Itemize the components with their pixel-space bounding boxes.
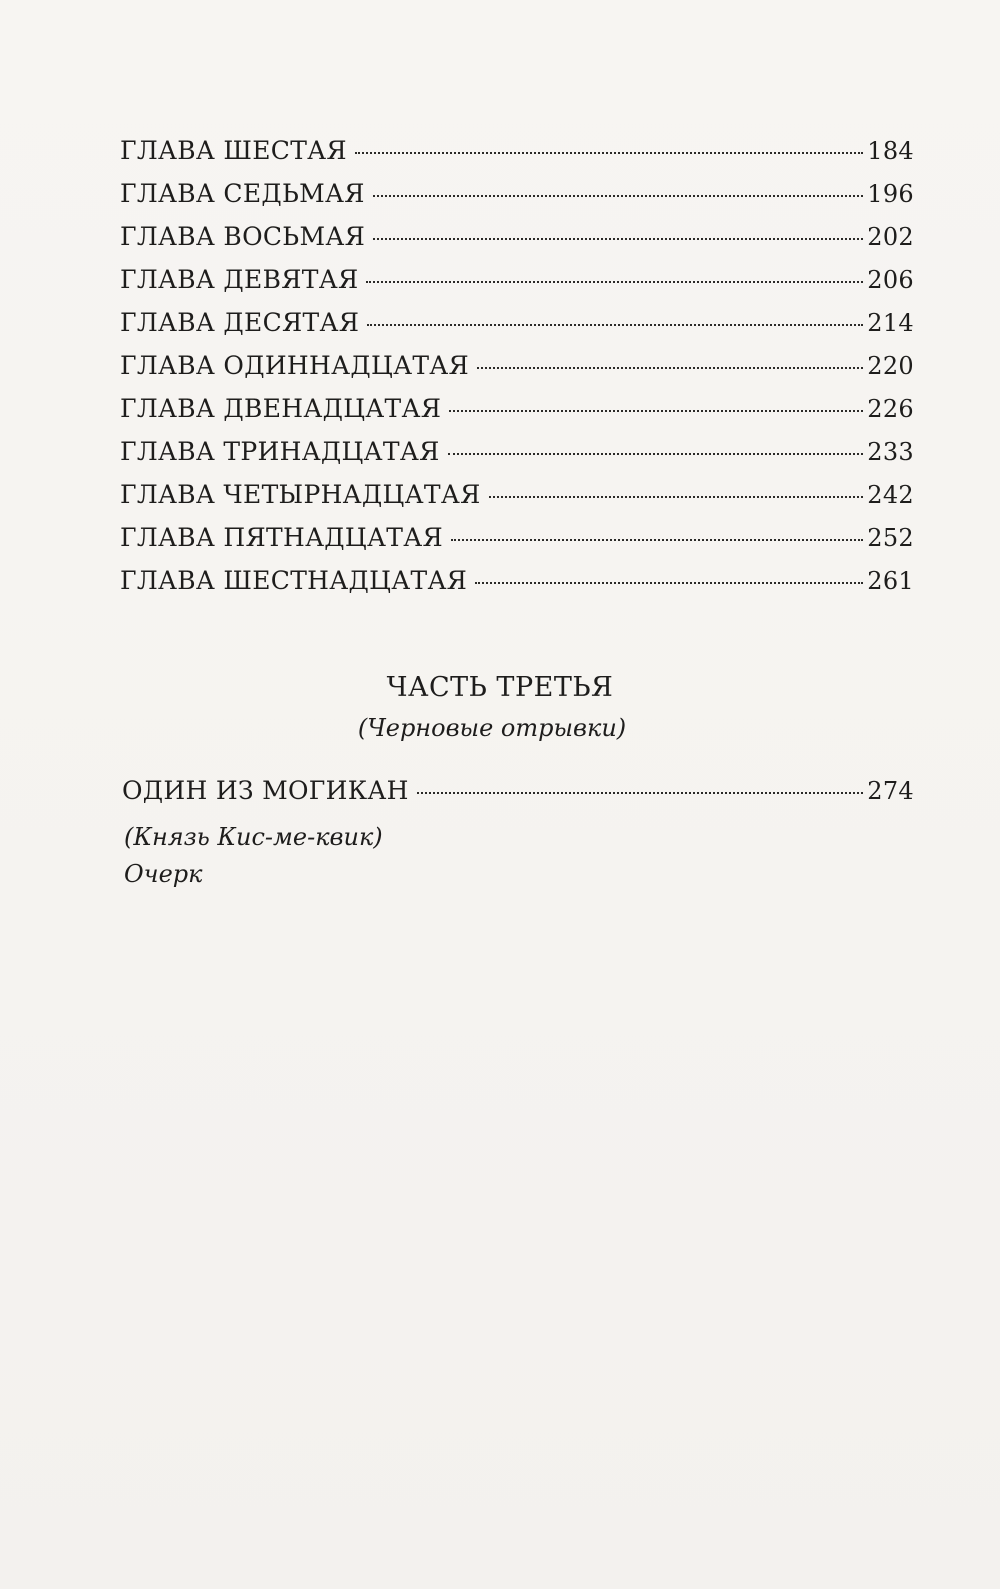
page-number: 233 (867, 438, 914, 466)
essay-genre: Очерк (124, 860, 203, 888)
chapter-title: ГЛАВА ДЕВЯТАЯ (120, 265, 359, 294)
toc-entry (120, 308, 914, 351)
chapter-title: ГЛАВА ПЯТНАДЦАТАЯ (120, 523, 443, 552)
page-number: 220 (867, 352, 914, 380)
chapter-title: ГЛАВА ДЕСЯТАЯ (120, 308, 360, 337)
essay-subtitle: (Князь Кис-ме-квик) (124, 823, 383, 851)
toc-entry (120, 351, 914, 394)
chapter-title: ГЛАВА ТРИНАДЦАТАЯ (120, 437, 440, 466)
page-number: 196 (867, 180, 914, 208)
dot-leader (489, 496, 864, 498)
page-number: 252 (867, 524, 914, 552)
toc-entry (120, 136, 914, 179)
dot-leader (477, 367, 863, 369)
part-three-contents (122, 776, 914, 819)
dot-leader (355, 152, 863, 154)
dot-leader (448, 453, 864, 455)
part-three-title: ЧАСТЬ ТРЕТЬЯ (386, 672, 614, 703)
toc-entry (120, 394, 914, 437)
toc-entry (120, 566, 914, 609)
chapter-title: ГЛАВА ВОСЬМАЯ (120, 222, 366, 251)
page-number: 202 (867, 223, 914, 251)
toc-entry (120, 480, 914, 523)
dot-leader (449, 410, 863, 412)
chapter-title: ГЛАВА ШЕСТНАДЦАТАЯ (120, 566, 468, 595)
chapter-title: ГЛАВА ЧЕТЫРНАДЦАТАЯ (120, 480, 481, 509)
table-of-contents (120, 136, 914, 609)
toc-entry (120, 179, 914, 222)
dot-leader (366, 281, 863, 283)
dot-leader (367, 324, 863, 326)
chapter-title: ГЛАВА ОДИННАДЦАТАЯ (120, 351, 470, 380)
dot-leader (475, 582, 863, 584)
page-number: 206 (867, 266, 914, 294)
page-number: 242 (867, 481, 914, 509)
page-number: 214 (867, 309, 914, 337)
page-number: 274 (867, 777, 914, 805)
page-number: 261 (867, 567, 914, 595)
page-number: 184 (867, 137, 914, 165)
toc-entry (120, 523, 914, 566)
chapter-title: ГЛАВА СЕДЬМАЯ (120, 179, 365, 208)
part-three-subtitle: (Черновые отрывки) (357, 714, 627, 742)
dot-leader (373, 238, 863, 240)
page-number: 226 (867, 395, 914, 423)
dot-leader (373, 195, 864, 197)
essay-title: ОДИН ИЗ МОГИКАН (122, 776, 409, 805)
dot-leader (451, 539, 863, 541)
dot-leader (417, 792, 864, 794)
toc-entry (120, 437, 914, 480)
toc-entry (120, 222, 914, 265)
chapter-title: ГЛАВА ШЕСТАЯ (120, 136, 347, 165)
chapter-title: ГЛАВА ДВЕНАДЦАТАЯ (120, 394, 442, 423)
toc-entry (122, 776, 914, 819)
toc-entry (120, 265, 914, 308)
